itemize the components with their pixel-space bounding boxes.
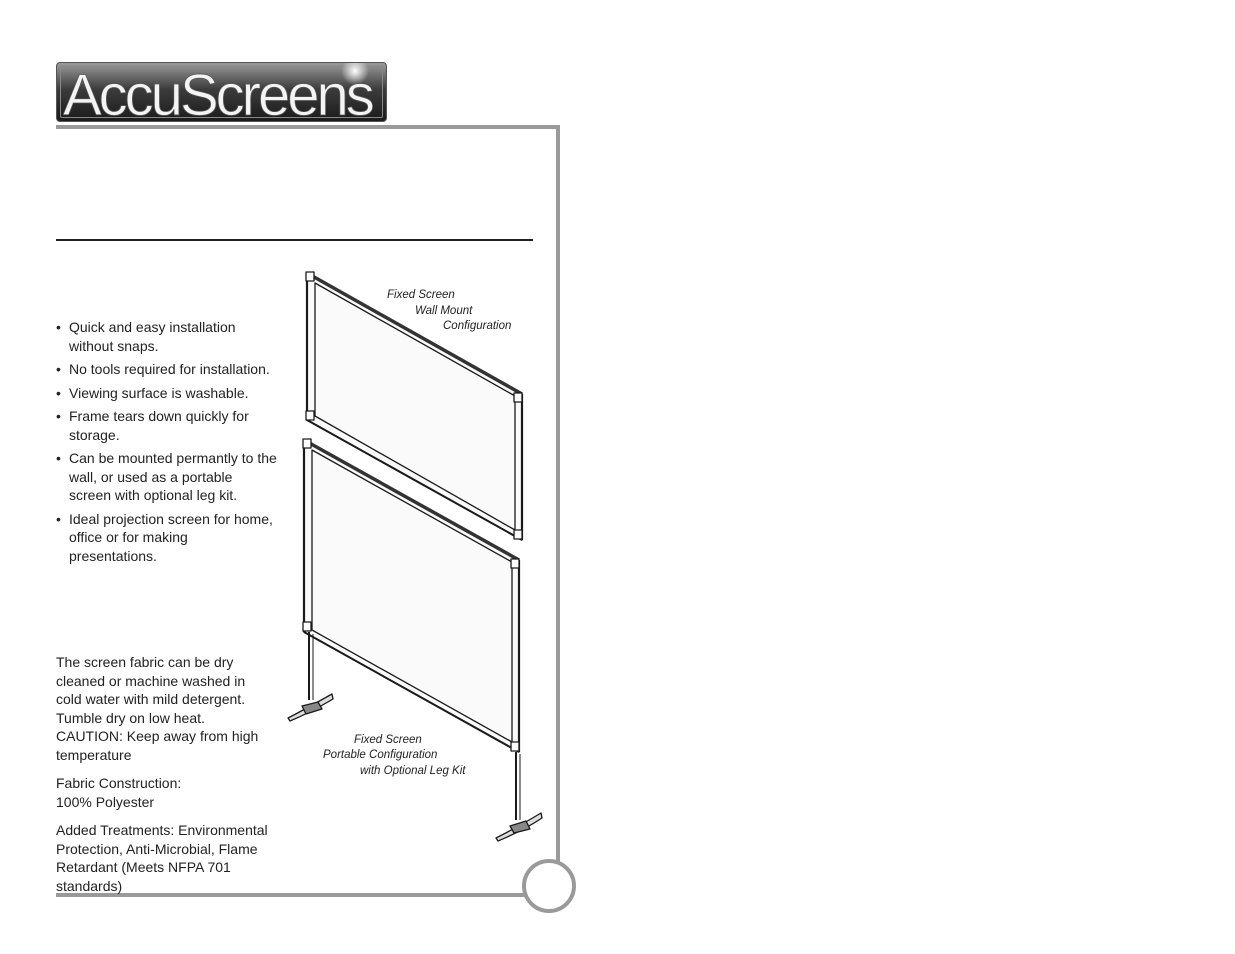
caption-wall-line3: Configuration: [443, 320, 512, 332]
list-item: • Ideal projection screen for home, office or for making presentations.: [56, 510, 278, 566]
added-treatments: Added Treatments: Environmental Protection, Anti-Microbial, Flame Retardant (Meets NFPA 701 standards): [56, 822, 268, 894]
caption-wall-line1: Fixed Screen: [387, 289, 455, 301]
page-frame-right: [556, 125, 560, 863]
left-foot: [288, 694, 333, 721]
caption-wall-line2: Wall Mount: [415, 305, 473, 317]
caption-portable-line2: Portable Configuration: [323, 749, 438, 761]
list-item: • Frame tears down quickly for storage.: [56, 407, 278, 444]
feature-list: [56, 318, 278, 570]
page-number-circle: [522, 859, 576, 913]
page-frame-top: [56, 125, 560, 129]
caption-portable-line1: Fixed Screen: [354, 734, 422, 746]
section-divider: [56, 239, 533, 241]
construction-label: Fabric Construction:: [56, 775, 182, 791]
logo-art: [57, 63, 387, 122]
list-item: • Viewing surface is washable.: [56, 384, 278, 403]
right-foot: [496, 813, 542, 841]
list-item: • No tools required for installation.: [56, 360, 278, 379]
care-section: [56, 653, 274, 905]
list-item: • Can be mounted permantly to the wall, or used as a portable screen with optional leg kit.: [56, 449, 278, 505]
fabric-construction: [56, 774, 274, 811]
caption-portable-line3: with Optional Leg Kit: [360, 765, 466, 777]
washing-instructions: The screen fabric can be dry cleaned or machine washed in cold water with mild detergent. Tumble dry on low heat. CAUTION: Keep away from high temperature: [56, 654, 259, 763]
logo-text: AccuScreens: [63, 63, 372, 123]
accuscreens-logo: [56, 62, 387, 122]
list-item: • Quick and easy installation without snaps.: [56, 318, 278, 355]
construction-value: 100% Polyester: [56, 793, 155, 810]
